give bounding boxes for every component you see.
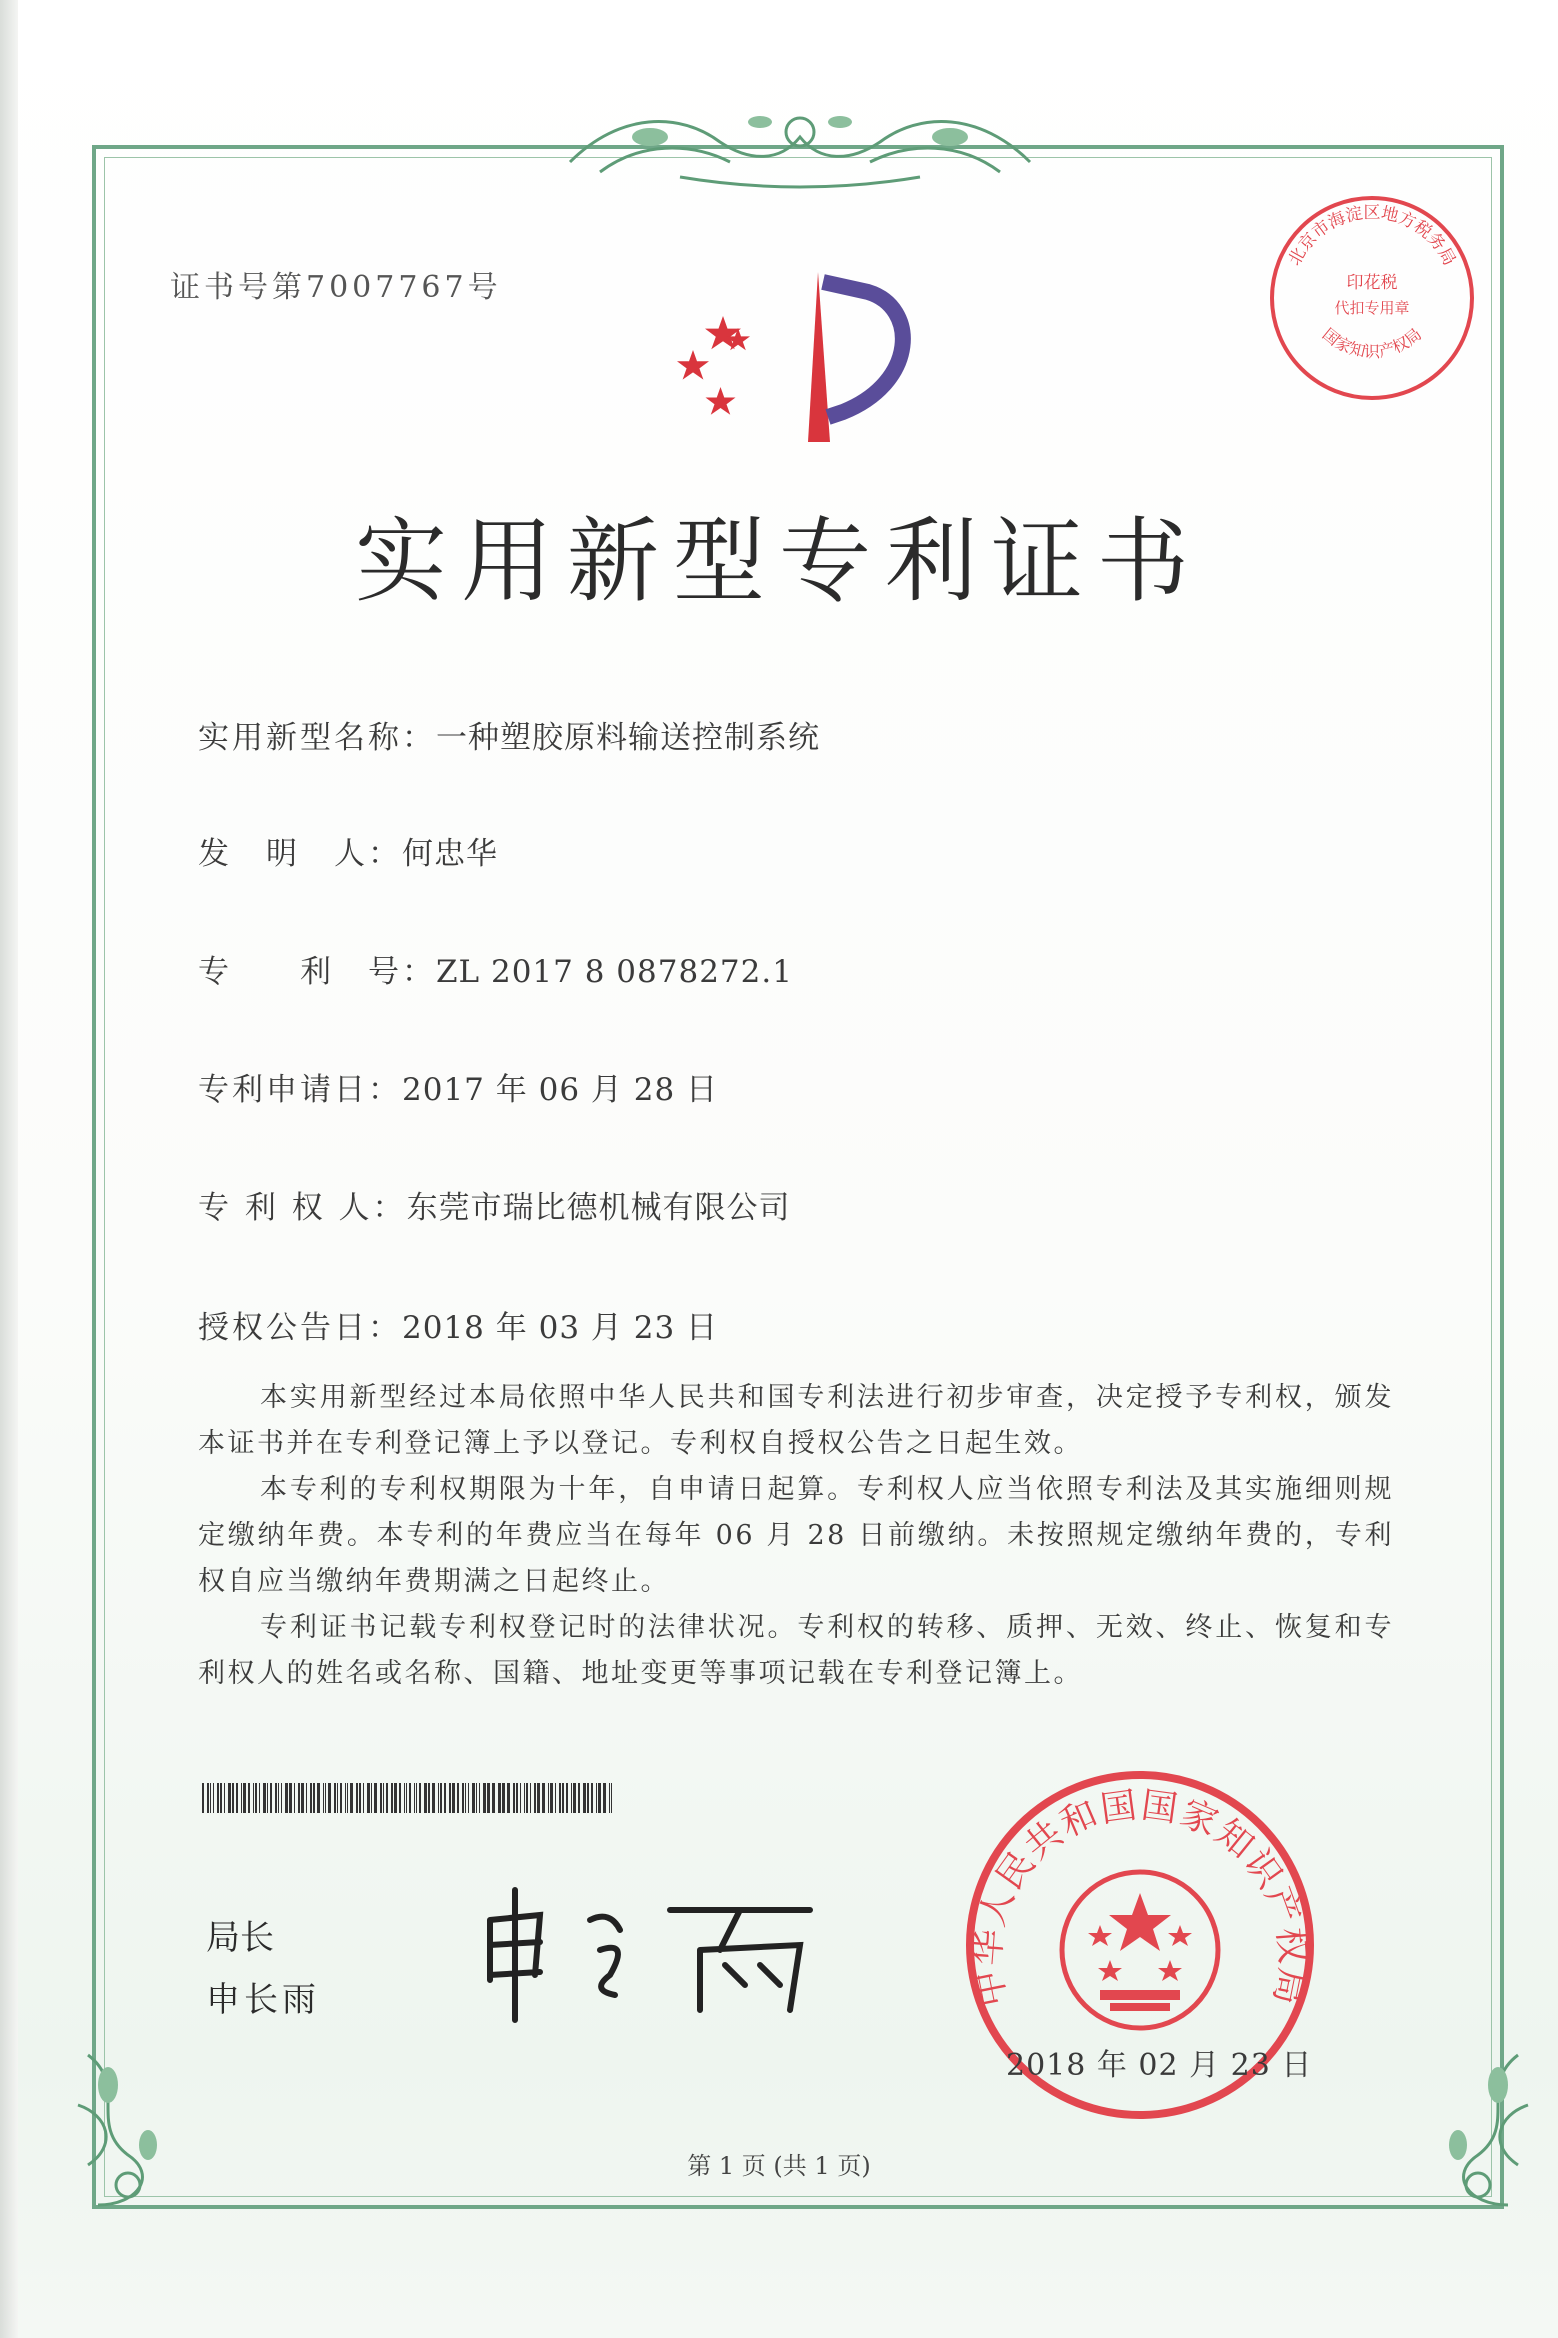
field-grant-announcement-date <box>198 1302 718 1347</box>
body-paragraph: 专利证书记载专利权登记时的法律状况。专利权的转移、质押、无效、终止、恢复和专利权人的姓名或名称、国籍、地址变更等事项记载在专利登记簿上。 <box>198 1612 1394 1689</box>
svg-text:代扣专用章: 代扣专用章 <box>1334 299 1410 317</box>
patent-office-emblem-icon <box>668 262 928 462</box>
field-value: 一种塑胶原料输送控制系统 <box>436 720 820 756</box>
field-patent-number <box>198 946 793 991</box>
body-paragraph: 本专利的专利权期限为十年，自申请日起算。专利权人应当依照专利法及其实施细则规定缴纳年费。本专利的年费应当在每年 06 月 28 日前缴纳。未按照规定缴纳年费的，专利权自应当缴纳年费期满之日起终止。 <box>198 1474 1394 1597</box>
director-name: 申长雨 <box>206 1980 320 2020</box>
field-label: 授权公告日： <box>198 1310 402 1346</box>
director-signature <box>470 1880 830 2030</box>
field-value: 东莞市瑞比德机械有限公司 <box>406 1190 791 1226</box>
svg-text:印花税: 印花税 <box>1346 273 1398 293</box>
field-utility-model-name <box>198 712 820 757</box>
page-number: 第 1 页 (共 1 页) <box>687 2152 871 2180</box>
director-title: 局长 <box>206 1918 274 1958</box>
scan-edge <box>0 0 18 2338</box>
svg-text:中华人民共和国国家知识产权局: 中华人民共和国国家知识产权局 <box>967 1784 1313 2011</box>
field-label: 专利申请日： <box>198 1072 402 1108</box>
field-label: 专 利 号： <box>198 954 436 990</box>
field-patentee <box>198 1182 791 1227</box>
svg-text:国家知识产权局: 国家知识产权局 <box>1318 324 1426 362</box>
certificate-title: 实用新型专利证书 <box>354 508 1203 615</box>
certificate-body-text <box>198 1375 1394 1697</box>
field-value: ZL 2017 8 0878272.1 <box>436 954 793 990</box>
tax-stamp <box>1262 188 1482 408</box>
svg-text:北京市海淀区地方税务局: 北京市海淀区地方税务局 <box>1284 203 1460 270</box>
body-paragraph: 本实用新型经过本局依照中华人民共和国专利法进行初步审查，决定授予专利权，颁发本证书并在专利登记簿上予以登记。专利权自授权公告之日起生效。 <box>198 1382 1394 1459</box>
field-label: 实用新型名称： <box>198 720 436 756</box>
field-application-date <box>198 1064 718 1109</box>
field-value: 何忠华 <box>402 836 498 872</box>
field-value: 2018 年 03 月 23 日 <box>402 1310 719 1346</box>
barcode <box>202 1783 614 1813</box>
issue-date: 2018 年 02 月 23 日 <box>1006 2048 1313 2083</box>
certificate-number: 证书号第7007767号 <box>170 270 502 305</box>
field-label: 专 利 权 人： <box>198 1190 407 1226</box>
corner-ornament-icon <box>68 2045 188 2215</box>
top-ornament-icon <box>560 102 1040 192</box>
field-value: 2017 年 06 月 28 日 <box>402 1072 719 1108</box>
corner-ornament-icon <box>1418 2045 1538 2215</box>
field-inventor <box>198 828 498 873</box>
field-label: 发 明 人： <box>198 836 402 872</box>
